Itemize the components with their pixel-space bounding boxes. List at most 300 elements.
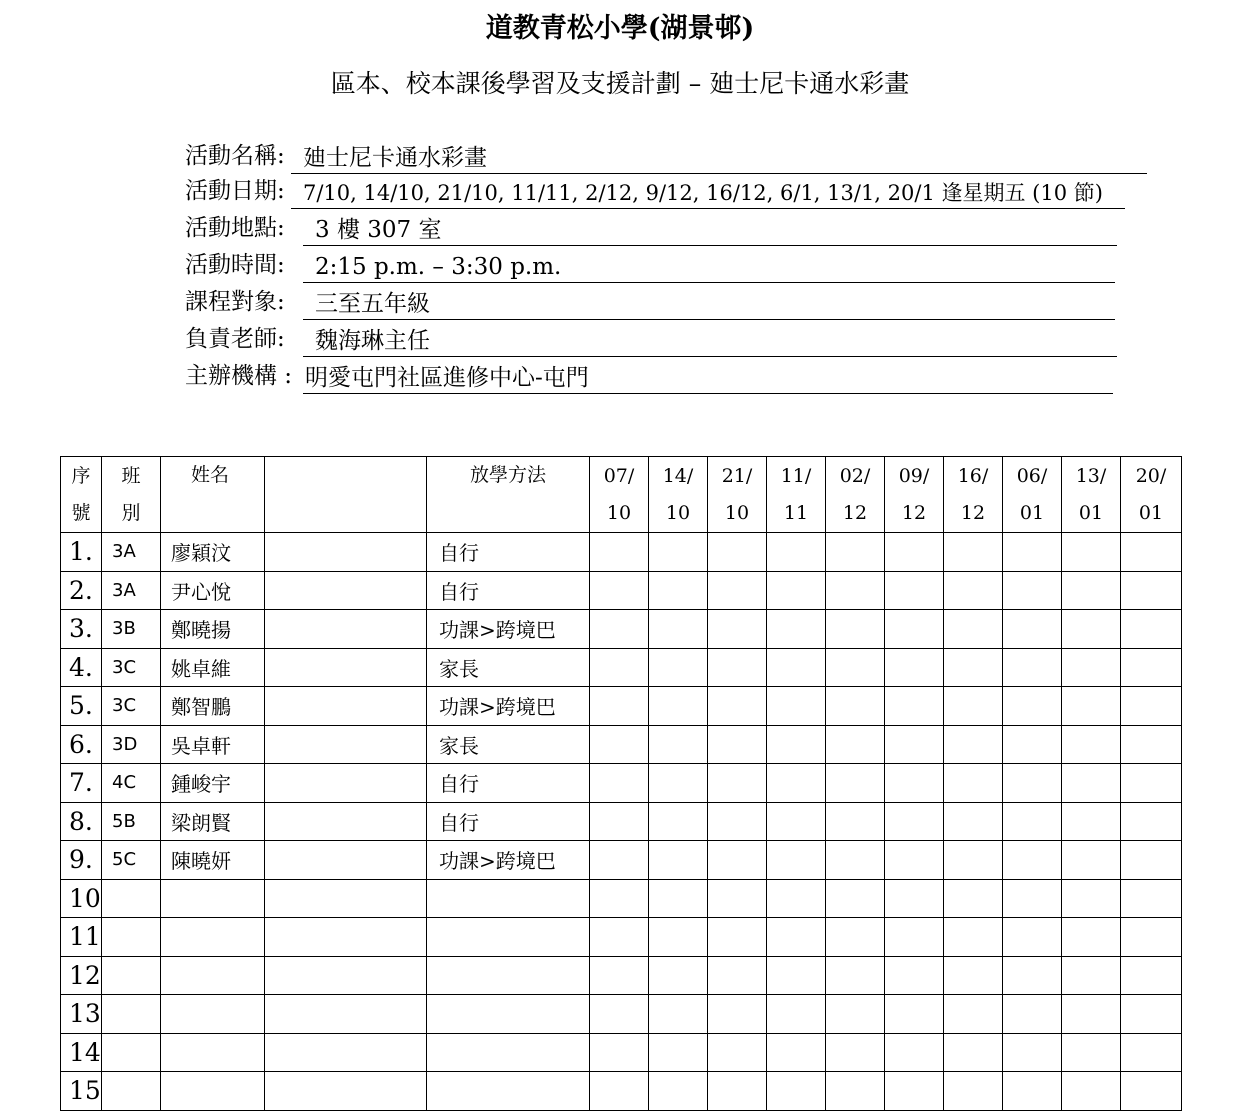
row-seq: 10 <box>61 879 102 918</box>
date-line1: 09/ <box>898 464 930 487</box>
header-date <box>944 457 1003 533</box>
attendance-cell <box>590 610 649 649</box>
attendance-cell <box>590 571 649 610</box>
row-class <box>102 1072 161 1111</box>
attendance-cell <box>1062 725 1121 764</box>
attendance-cell <box>944 841 1003 880</box>
date-line2: 12 <box>960 501 986 524</box>
attendance-cell <box>1121 648 1182 687</box>
header-seq-line2: 號 <box>71 501 91 524</box>
info-label: 活動名稱: <box>185 143 285 169</box>
attendance-cell <box>1003 956 1062 995</box>
attendance-cell <box>708 1072 767 1111</box>
attendance-cell <box>767 841 826 880</box>
attendance-cell <box>1062 533 1121 572</box>
attendance-cell <box>944 918 1003 957</box>
row-seq: 1. <box>61 533 102 572</box>
attendance-cell <box>944 571 1003 610</box>
attendance-cell <box>590 725 649 764</box>
attendance-cell <box>767 1033 826 1072</box>
row-blank <box>265 1033 427 1072</box>
attendance-cell <box>1121 879 1182 918</box>
attendance-cell <box>1062 802 1121 841</box>
attendance-cell <box>826 1072 885 1111</box>
attendance-cell <box>590 802 649 841</box>
table-row <box>61 533 1182 572</box>
attendance-cell <box>590 995 649 1034</box>
info-label: 活動日期: <box>185 178 285 204</box>
attendance-cell <box>649 687 708 726</box>
row-name: 廖穎汶 <box>161 533 265 572</box>
attendance-cell <box>708 918 767 957</box>
attendance-cell <box>649 1072 708 1111</box>
attendance-cell <box>767 1072 826 1111</box>
attendance-cell <box>590 1072 649 1111</box>
row-class <box>102 918 161 957</box>
row-name <box>161 1033 265 1072</box>
attendance-cell <box>767 879 826 918</box>
attendance-cell <box>1003 764 1062 803</box>
table-row <box>61 879 1182 918</box>
header-class <box>102 457 161 533</box>
attendance-cell <box>1003 648 1062 687</box>
header-date <box>708 457 767 533</box>
attendance-cell <box>1121 571 1182 610</box>
attendance-cell <box>1003 725 1062 764</box>
row-class: 5B <box>102 802 161 841</box>
row-blank <box>265 1072 427 1111</box>
header-date <box>1062 457 1121 533</box>
row-name: 尹心悅 <box>161 571 265 610</box>
attendance-cell <box>944 1033 1003 1072</box>
attendance-cell <box>1003 918 1062 957</box>
row-name <box>161 995 265 1034</box>
row-blank <box>265 879 427 918</box>
attendance-cell <box>649 764 708 803</box>
attendance-cell <box>590 764 649 803</box>
attendance-cell <box>1121 956 1182 995</box>
row-name <box>161 956 265 995</box>
attendance-cell <box>1003 687 1062 726</box>
attendance-cell <box>649 879 708 918</box>
row-name: 梁朗賢 <box>161 802 265 841</box>
attendance-cell <box>767 918 826 957</box>
attendance-cell <box>944 687 1003 726</box>
attendance-cell <box>767 725 826 764</box>
attendance-cell <box>944 533 1003 572</box>
date-line1: 16/ <box>957 464 989 487</box>
row-class: 3C <box>102 687 161 726</box>
table-row <box>61 610 1182 649</box>
attendance-cell <box>767 571 826 610</box>
attendance-cell <box>944 879 1003 918</box>
date-line2: 11 <box>783 501 809 524</box>
program-title: 區本、校本課後學習及支援計劃 – 廸士尼卡通水彩畫 <box>330 69 910 98</box>
row-seq: 9. <box>61 841 102 880</box>
attendance-cell <box>944 610 1003 649</box>
attendance-cell <box>885 841 944 880</box>
table-row <box>61 725 1182 764</box>
attendance-cell <box>885 918 944 957</box>
attendance-cell <box>649 918 708 957</box>
attendance-cell <box>708 802 767 841</box>
attendance-cell <box>826 956 885 995</box>
table-row <box>61 1033 1182 1072</box>
attendance-cell <box>885 1072 944 1111</box>
attendance-cell <box>590 841 649 880</box>
row-seq: 8. <box>61 802 102 841</box>
info-organizer <box>185 360 1113 394</box>
attendance-cell <box>1121 533 1182 572</box>
attendance-cell <box>649 571 708 610</box>
attendance-cell <box>1121 1072 1182 1111</box>
attendance-cell <box>885 571 944 610</box>
info-target-students <box>185 286 1115 320</box>
roster-body <box>61 533 1182 1111</box>
date-line2: 10 <box>665 501 691 524</box>
attendance-cell <box>1121 1033 1182 1072</box>
row-method: 自行 <box>427 533 590 572</box>
attendance-cell <box>944 648 1003 687</box>
attendance-cell <box>708 725 767 764</box>
info-value: 2:15 p.m. – 3:30 p.m. <box>303 251 1115 283</box>
attendance-cell <box>944 725 1003 764</box>
row-name: 鄭曉揚 <box>161 610 265 649</box>
info-value: 7/10, 14/10, 21/10, 11/11, 2/12, 9/12, 16/12, 6/1, 13/1, 20/1 逢星期五 (10 節) <box>291 177 1125 209</box>
date-line1: 11/ <box>780 464 812 487</box>
row-seq: 7. <box>61 764 102 803</box>
info-value: 魏海琳主任 <box>303 325 1117 357</box>
date-line2: 01 <box>1019 501 1045 524</box>
date-line2: 01 <box>1078 501 1104 524</box>
attendance-cell <box>944 956 1003 995</box>
row-method: 自行 <box>427 802 590 841</box>
attendance-cell <box>1062 956 1121 995</box>
table-row <box>61 1072 1182 1111</box>
attendance-cell <box>708 764 767 803</box>
row-blank <box>265 956 427 995</box>
attendance-cell <box>1062 764 1121 803</box>
header-date <box>885 457 944 533</box>
row-seq: 14 <box>61 1033 102 1072</box>
attendance-cell <box>649 725 708 764</box>
row-seq: 3. <box>61 610 102 649</box>
info-label: 課程對象: <box>185 289 285 315</box>
attendance-cell <box>826 879 885 918</box>
table-row <box>61 995 1182 1034</box>
attendance-cell <box>1003 1033 1062 1072</box>
attendance-cell <box>1121 610 1182 649</box>
date-line1: 21/ <box>721 464 753 487</box>
attendance-cell <box>885 533 944 572</box>
school-title: 道教青松小學(湖景邨) <box>485 13 755 44</box>
info-activity-dates <box>185 175 1125 209</box>
header-date <box>590 457 649 533</box>
table-row <box>61 841 1182 880</box>
attendance-cell <box>649 533 708 572</box>
info-value: 三至五年級 <box>303 288 1115 320</box>
attendance-cell <box>1062 918 1121 957</box>
attendance-cell <box>885 764 944 803</box>
row-method <box>427 995 590 1034</box>
row-blank <box>265 725 427 764</box>
attendance-cell <box>767 533 826 572</box>
attendance-cell <box>1062 1072 1121 1111</box>
attendance-cell <box>885 610 944 649</box>
row-class <box>102 956 161 995</box>
attendance-cell <box>649 956 708 995</box>
attendance-cell <box>590 648 649 687</box>
attendance-cell <box>590 1033 649 1072</box>
info-teacher <box>185 323 1117 357</box>
row-blank <box>265 995 427 1034</box>
row-method <box>427 1072 590 1111</box>
attendance-table <box>60 456 1182 1111</box>
attendance-cell <box>826 648 885 687</box>
date-line1: 07/ <box>603 464 635 487</box>
row-method: 功課>跨境巴 <box>427 610 590 649</box>
row-method: 家長 <box>427 648 590 687</box>
attendance-cell <box>590 879 649 918</box>
date-line1: 02/ <box>839 464 871 487</box>
info-label: 活動地點: <box>185 215 285 241</box>
row-seq: 13 <box>61 995 102 1034</box>
row-class: 4C <box>102 764 161 803</box>
row-method <box>427 956 590 995</box>
attendance-cell <box>649 648 708 687</box>
attendance-cell <box>826 918 885 957</box>
row-blank <box>265 841 427 880</box>
row-class: 5C <box>102 841 161 880</box>
table-row <box>61 956 1182 995</box>
date-line1: 13/ <box>1075 464 1107 487</box>
row-name: 陳曉妍 <box>161 841 265 880</box>
info-value: 廸士尼卡通水彩畫 <box>291 142 1147 174</box>
header-seq <box>61 457 102 533</box>
attendance-cell <box>826 571 885 610</box>
row-method: 家長 <box>427 725 590 764</box>
row-blank <box>265 802 427 841</box>
header-blank <box>265 457 427 533</box>
attendance-cell <box>649 841 708 880</box>
attendance-cell <box>826 802 885 841</box>
attendance-cell <box>1121 802 1182 841</box>
attendance-cell <box>826 725 885 764</box>
attendance-cell <box>708 995 767 1034</box>
info-activity-location <box>185 212 1117 246</box>
info-activity-name <box>185 140 1147 174</box>
attendance-cell <box>826 687 885 726</box>
row-method: 功課>跨境巴 <box>427 687 590 726</box>
header-name <box>161 457 265 533</box>
row-method <box>427 1033 590 1072</box>
attendance-cell <box>708 956 767 995</box>
attendance-cell <box>1062 610 1121 649</box>
attendance-cell <box>826 533 885 572</box>
row-name <box>161 1072 265 1111</box>
attendance-cell <box>1062 1033 1121 1072</box>
attendance-cell <box>708 648 767 687</box>
attendance-cell <box>1121 687 1182 726</box>
row-method: 自行 <box>427 571 590 610</box>
attendance-cell <box>1003 533 1062 572</box>
table-row <box>61 918 1182 957</box>
attendance-cell <box>649 610 708 649</box>
row-class <box>102 995 161 1034</box>
attendance-cell <box>767 687 826 726</box>
attendance-cell <box>649 995 708 1034</box>
row-seq: 6. <box>61 725 102 764</box>
attendance-cell <box>590 533 649 572</box>
attendance-cell <box>708 1033 767 1072</box>
row-name: 姚卓維 <box>161 648 265 687</box>
attendance-cell <box>885 648 944 687</box>
attendance-cell <box>1003 802 1062 841</box>
attendance-cell <box>590 918 649 957</box>
row-seq: 11 <box>61 918 102 957</box>
attendance-cell <box>944 764 1003 803</box>
attendance-cell <box>1062 571 1121 610</box>
table-row <box>61 802 1182 841</box>
date-line2: 10 <box>606 501 632 524</box>
header-method <box>427 457 590 533</box>
attendance-cell <box>1121 764 1182 803</box>
header-date <box>826 457 885 533</box>
row-class: 3A <box>102 533 161 572</box>
attendance-cell <box>826 610 885 649</box>
row-method <box>427 879 590 918</box>
row-name <box>161 879 265 918</box>
row-method: 功課>跨境巴 <box>427 841 590 880</box>
attendance-cell <box>885 802 944 841</box>
table-row <box>61 571 1182 610</box>
attendance-cell <box>708 571 767 610</box>
row-class: 3B <box>102 610 161 649</box>
attendance-cell <box>944 995 1003 1034</box>
attendance-cell <box>649 1033 708 1072</box>
attendance-cell <box>1121 918 1182 957</box>
info-label: 活動時間: <box>185 252 285 278</box>
header-class-line1: 班 <box>121 464 141 487</box>
attendance-cell <box>1003 995 1062 1034</box>
row-blank <box>265 571 427 610</box>
attendance-cell <box>1062 995 1121 1034</box>
attendance-cell <box>1121 725 1182 764</box>
header-seq-line1: 序 <box>71 464 91 487</box>
row-seq: 12 <box>61 956 102 995</box>
attendance-cell <box>885 1033 944 1072</box>
row-blank <box>265 533 427 572</box>
attendance-cell <box>1003 610 1062 649</box>
table-row <box>61 687 1182 726</box>
date-line2: 12 <box>842 501 868 524</box>
row-class: 3D <box>102 725 161 764</box>
attendance-cell <box>944 1072 1003 1111</box>
attendance-cell <box>767 995 826 1034</box>
row-method <box>427 918 590 957</box>
attendance-cell <box>1003 841 1062 880</box>
attendance-cell <box>767 802 826 841</box>
table-row <box>61 764 1182 803</box>
attendance-cell <box>1003 879 1062 918</box>
row-seq: 4. <box>61 648 102 687</box>
info-value: 明愛屯門社區進修中心-屯門 <box>303 362 1113 394</box>
info-activity-time <box>185 249 1115 283</box>
info-label: 主辦機構 : <box>185 363 293 389</box>
attendance-cell <box>885 956 944 995</box>
attendance-cell <box>708 841 767 880</box>
attendance-cell <box>1062 879 1121 918</box>
attendance-cell <box>649 802 708 841</box>
attendance-cell <box>767 648 826 687</box>
attendance-cell <box>708 533 767 572</box>
row-blank <box>265 764 427 803</box>
header-date <box>1003 457 1062 533</box>
date-line2: 01 <box>1138 501 1164 524</box>
row-seq: 15 <box>61 1072 102 1111</box>
attendance-cell <box>708 879 767 918</box>
attendance-cell <box>708 687 767 726</box>
attendance-cell <box>1062 841 1121 880</box>
date-line1: 06/ <box>1016 464 1048 487</box>
attendance-cell <box>1003 1072 1062 1111</box>
table-row <box>61 648 1182 687</box>
row-class: 3A <box>102 571 161 610</box>
header-date <box>767 457 826 533</box>
attendance-cell <box>885 725 944 764</box>
attendance-cell <box>1062 648 1121 687</box>
attendance-cell <box>944 802 1003 841</box>
row-method: 自行 <box>427 764 590 803</box>
row-seq: 2. <box>61 571 102 610</box>
header-date <box>649 457 708 533</box>
attendance-cell <box>590 956 649 995</box>
attendance-cell <box>826 995 885 1034</box>
row-class <box>102 1033 161 1072</box>
attendance-cell <box>826 764 885 803</box>
row-name <box>161 918 265 957</box>
row-blank <box>265 687 427 726</box>
header-date <box>1121 457 1182 533</box>
date-line1: 20/ <box>1135 464 1167 487</box>
info-value: 3 樓 307 室 <box>303 214 1117 246</box>
row-blank <box>265 648 427 687</box>
row-name: 吳卓軒 <box>161 725 265 764</box>
row-blank <box>265 610 427 649</box>
attendance-cell <box>767 764 826 803</box>
attendance-cell <box>826 1033 885 1072</box>
attendance-cell <box>885 879 944 918</box>
attendance-cell <box>1121 995 1182 1034</box>
attendance-cell <box>590 687 649 726</box>
date-line1: 14/ <box>662 464 694 487</box>
attendance-cell <box>708 610 767 649</box>
row-blank <box>265 918 427 957</box>
attendance-cell <box>1003 571 1062 610</box>
date-line2: 10 <box>724 501 750 524</box>
attendance-cell <box>885 687 944 726</box>
attendance-cell <box>1121 841 1182 880</box>
info-label: 負責老師: <box>185 326 285 352</box>
row-name: 鍾峻宇 <box>161 764 265 803</box>
attendance-cell <box>826 841 885 880</box>
header-name-label: 姓名 <box>191 464 230 486</box>
header-method-label: 放學方法 <box>469 464 546 486</box>
attendance-cell <box>767 956 826 995</box>
attendance-cell <box>885 995 944 1034</box>
row-name: 鄭智鵬 <box>161 687 265 726</box>
attendance-cell <box>767 610 826 649</box>
